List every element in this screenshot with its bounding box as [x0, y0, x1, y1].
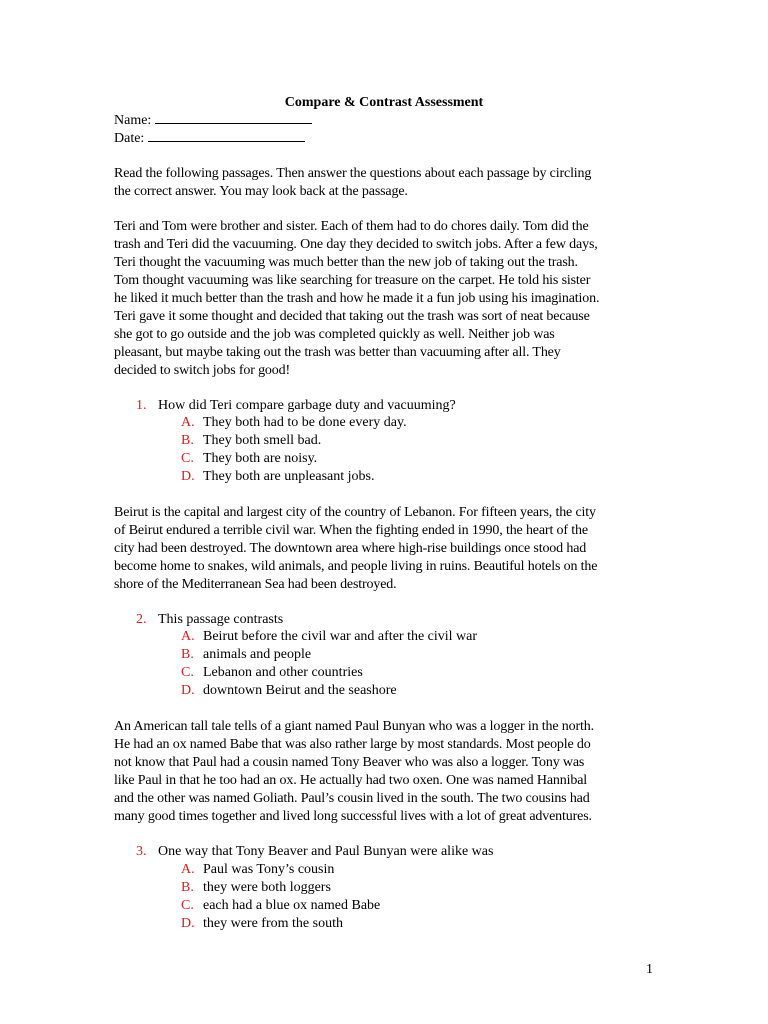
passage-line: like Paul in that he too had an ox. He actually had two oxen. One was named Hannibal [114, 773, 587, 788]
passage-1 [114, 218, 654, 380]
question-1-options [181, 414, 407, 486]
option-letter: A. [181, 415, 195, 430]
page-title: Compare & Contrast Assessment [284, 95, 484, 110]
answer-option-d[interactable] [181, 468, 407, 486]
option-letter: A. [181, 862, 195, 877]
answer-option-b[interactable] [181, 646, 477, 664]
name-blank-line[interactable] [155, 111, 312, 124]
passage-line: Teri thought the vacuuming was much better than the new job of taking out the trash. [114, 255, 578, 270]
option-letter: A. [181, 629, 195, 644]
passage-line: He had an ox named Babe that was also rather large by most standards. Most people do [114, 737, 591, 752]
option-text: They both are noisy. [203, 451, 318, 466]
question-number: 2. [136, 612, 147, 627]
answer-option-b[interactable] [181, 879, 380, 897]
option-text: animals and people [203, 647, 312, 662]
question-2 [136, 611, 283, 629]
passage-line: become home to snakes, wild animals, and people living in ruins. Beautiful hotels on the [114, 559, 598, 574]
option-letter: B. [181, 433, 194, 448]
option-text: They both had to be done every day. [203, 415, 407, 430]
passage-line: Beirut is the capital and largest city of the country of Lebanon. For fifteen years, the city [114, 505, 596, 520]
option-letter: D. [181, 469, 195, 484]
option-text: Beirut before the civil war and after the civil war [203, 629, 478, 644]
option-letter: C. [181, 665, 194, 680]
option-letter: B. [181, 880, 194, 895]
option-text: downtown Beirut and the seashore [203, 683, 397, 698]
passage-2 [114, 504, 654, 594]
option-text: They both smell bad. [203, 433, 322, 448]
passage-line: of Beirut endured a terrible civil war. When the fighting ended in 1990, the heart of the [114, 523, 588, 538]
question-number: 1. [136, 398, 147, 413]
answer-option-d[interactable] [181, 915, 380, 933]
option-text: each had a blue ox named Babe [203, 898, 381, 913]
answer-option-c[interactable] [181, 664, 477, 682]
instructions [114, 165, 654, 201]
date-field[interactable] [114, 129, 305, 148]
passage-line: city had been destroyed. The downtown area where high-rise buildings once stood had [114, 541, 587, 556]
passage-line: pleasant, but maybe taking out the trash was better than vacuuming after all. They [114, 345, 561, 360]
passage-line: decided to switch jobs for good! [114, 363, 290, 378]
page-number: 1 [646, 962, 653, 977]
passage-line: many good times together and lived long successful lives with a lot of great adventures. [114, 809, 592, 824]
answer-option-a[interactable] [181, 628, 477, 646]
name-label: Name: [114, 113, 152, 128]
answer-option-a[interactable] [181, 414, 407, 432]
passage-line: and the other was named Goliath. Paul’s cousin lived in the south. The two cousins had [114, 791, 590, 806]
option-letter: C. [181, 451, 194, 466]
question-text: One way that Tony Beaver and Paul Bunyan were alike was [158, 844, 494, 859]
question-number: 3. [136, 844, 147, 859]
passage-line: Teri gave it some thought and decided that taking out the trash was sort of neat because [114, 309, 590, 324]
option-text: They both are unpleasant jobs. [203, 469, 375, 484]
question-text: This passage contrasts [158, 612, 284, 627]
instructions-line: Read the following passages. Then answer the questions about each passage by circling [114, 166, 592, 181]
passage-line: shore of the Mediterranean Sea had been destroyed. [114, 577, 397, 592]
option-letter: C. [181, 898, 194, 913]
option-text: they were from the south [203, 916, 343, 931]
passage-line: he liked it much better than the trash and how he made it a fun job using his imagination. [114, 291, 600, 306]
option-letter: D. [181, 916, 195, 931]
date-blank-line[interactable] [148, 129, 305, 142]
option-letter: D. [181, 683, 195, 698]
question-text: How did Teri compare garbage duty and vacuuming? [158, 398, 456, 413]
passage-line: she got to go outside and the job was completed quickly as well. Neither job was [114, 327, 555, 342]
name-field[interactable] [114, 111, 312, 130]
option-text: they were both loggers [203, 880, 331, 895]
answer-option-d[interactable] [181, 682, 477, 700]
option-text: Paul was Tony’s cousin [203, 862, 335, 877]
answer-option-c[interactable] [181, 450, 407, 468]
passage-line: An American tall tale tells of a giant named Paul Bunyan who was a logger in the north. [114, 719, 594, 734]
option-text: Lebanon and other countries [203, 665, 363, 680]
question-3 [136, 843, 493, 861]
passage-line: not know that Paul had a cousin named Tony Beaver who was also a logger. Tony was [114, 755, 585, 770]
instructions-line: the correct answer. You may look back at the passage. [114, 184, 408, 199]
question-2-options [181, 628, 477, 700]
passage-line: Tom thought vacuuming was like searching for treasure on the carpet. He told his sister [114, 273, 591, 288]
option-letter: B. [181, 647, 194, 662]
passage-line: Teri and Tom were brother and sister. Each of them had to do chores daily. Tom did the [114, 219, 589, 234]
answer-option-c[interactable] [181, 897, 380, 915]
passage-3 [114, 718, 654, 826]
passage-line: trash and Teri did the vacuuming. One day they decided to switch jobs. After a few days, [114, 237, 598, 252]
answer-option-a[interactable] [181, 861, 380, 879]
question-3-options [181, 861, 380, 933]
date-label: Date: [114, 131, 145, 146]
question-1 [136, 397, 456, 415]
answer-option-b[interactable] [181, 432, 407, 450]
